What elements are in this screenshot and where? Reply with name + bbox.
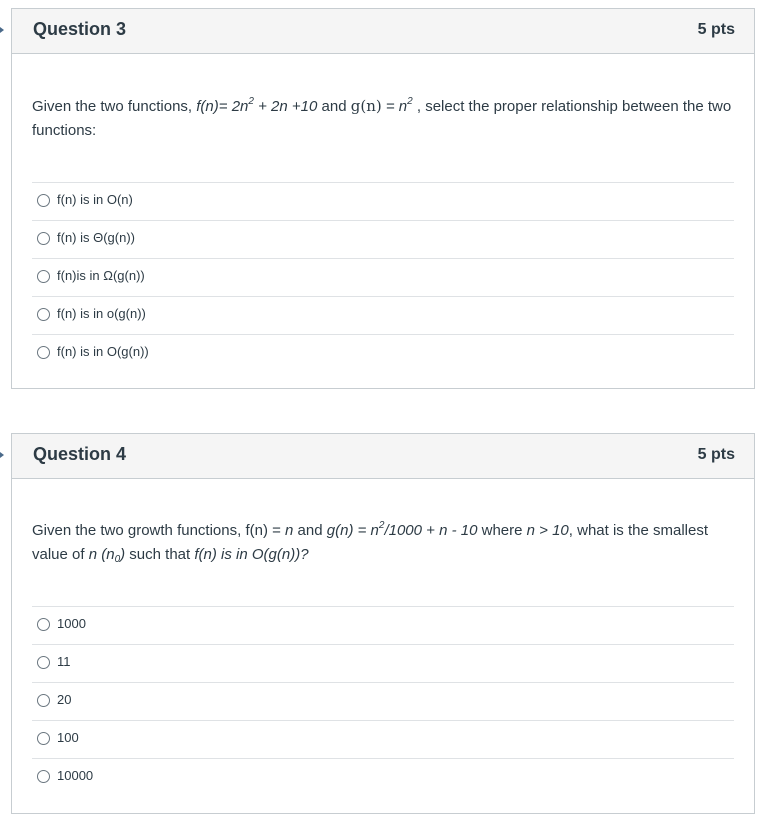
question-3-marker xyxy=(0,27,4,33)
radio-button[interactable] xyxy=(37,270,50,283)
radio-button[interactable] xyxy=(37,232,50,245)
answer-option[interactable] xyxy=(32,296,734,334)
answer-option[interactable] xyxy=(32,682,734,720)
f-function-rest: + 2n +10 xyxy=(253,98,318,115)
text-such: such that xyxy=(125,546,195,563)
n0-close: ) xyxy=(120,546,126,563)
radio-button[interactable] xyxy=(37,346,50,359)
radio-button[interactable] xyxy=(37,732,50,745)
f-function: f(n)= 2n xyxy=(196,98,249,115)
answer-label: f(n)is in Ω(g(n)) xyxy=(57,268,145,283)
text-lead: Given the two growth functions, f(n) = xyxy=(32,522,286,539)
question-3 xyxy=(11,8,755,389)
g-function-rest: /1000 + n - 10 xyxy=(384,522,478,539)
text-tail: , select the proper relationship between the two functions: xyxy=(32,98,732,139)
answer-label: 100 xyxy=(57,730,79,745)
question-3-header xyxy=(12,9,754,54)
n0-subscript: 0 xyxy=(114,554,121,565)
answer-option[interactable] xyxy=(32,258,734,296)
question-points: 5 pts xyxy=(697,21,735,38)
condition: n > 10 xyxy=(526,522,569,539)
answer-label: 11 xyxy=(57,654,71,669)
question-title: Question 4 xyxy=(33,444,127,464)
g-function: g(n) = n xyxy=(326,522,379,539)
answer-list xyxy=(32,182,734,372)
answer-label: 10000 xyxy=(57,768,94,783)
text-what: , what is the smallest value of xyxy=(32,522,708,563)
question-4-marker xyxy=(0,452,4,458)
text-and: and xyxy=(317,98,351,115)
answer-label: f(n) is Θ(g(n)) xyxy=(57,230,135,245)
answer-list xyxy=(32,606,734,796)
question-3-body xyxy=(12,54,754,372)
answer-option[interactable] xyxy=(32,220,734,258)
g-label: g(n) xyxy=(350,97,382,115)
question-title: Question 3 xyxy=(33,19,127,39)
answer-label: f(n) is in o(g(n)) xyxy=(57,306,146,321)
g-function: = n xyxy=(381,98,408,115)
question-4-text xyxy=(32,519,734,567)
n-variable: n xyxy=(285,522,294,539)
f-exponent: 2 xyxy=(248,96,254,107)
answer-option[interactable] xyxy=(32,606,734,644)
g-exponent: 2 xyxy=(378,520,385,531)
answer-option[interactable] xyxy=(32,720,734,758)
question-points: 5 pts xyxy=(697,446,735,463)
relation: f(n) is in O(g(n))? xyxy=(194,546,309,563)
text-lead: Given the two functions, xyxy=(32,98,197,115)
radio-button[interactable] xyxy=(37,618,50,631)
radio-button[interactable] xyxy=(37,656,50,669)
answer-label: 20 xyxy=(57,692,72,707)
answer-option[interactable] xyxy=(32,334,734,372)
answer-option[interactable] xyxy=(32,758,734,796)
radio-button[interactable] xyxy=(37,770,50,783)
radio-button[interactable] xyxy=(37,694,50,707)
question-3-text xyxy=(32,94,734,143)
answer-label: f(n) is in O(g(n)) xyxy=(57,344,149,359)
n0-expression: n (n xyxy=(88,546,115,563)
question-4 xyxy=(11,433,755,814)
text-and: and xyxy=(293,522,327,539)
question-4-header xyxy=(12,434,754,479)
answer-label: f(n) is in O(n) xyxy=(57,192,133,207)
answer-option[interactable] xyxy=(32,644,734,682)
question-4-body xyxy=(12,479,754,796)
text-where: where xyxy=(477,522,527,539)
radio-button[interactable] xyxy=(37,194,50,207)
g-exponent: 2 xyxy=(407,96,413,107)
answer-label: 1000 xyxy=(57,616,86,631)
radio-button[interactable] xyxy=(37,308,50,321)
answer-option[interactable] xyxy=(32,182,734,220)
